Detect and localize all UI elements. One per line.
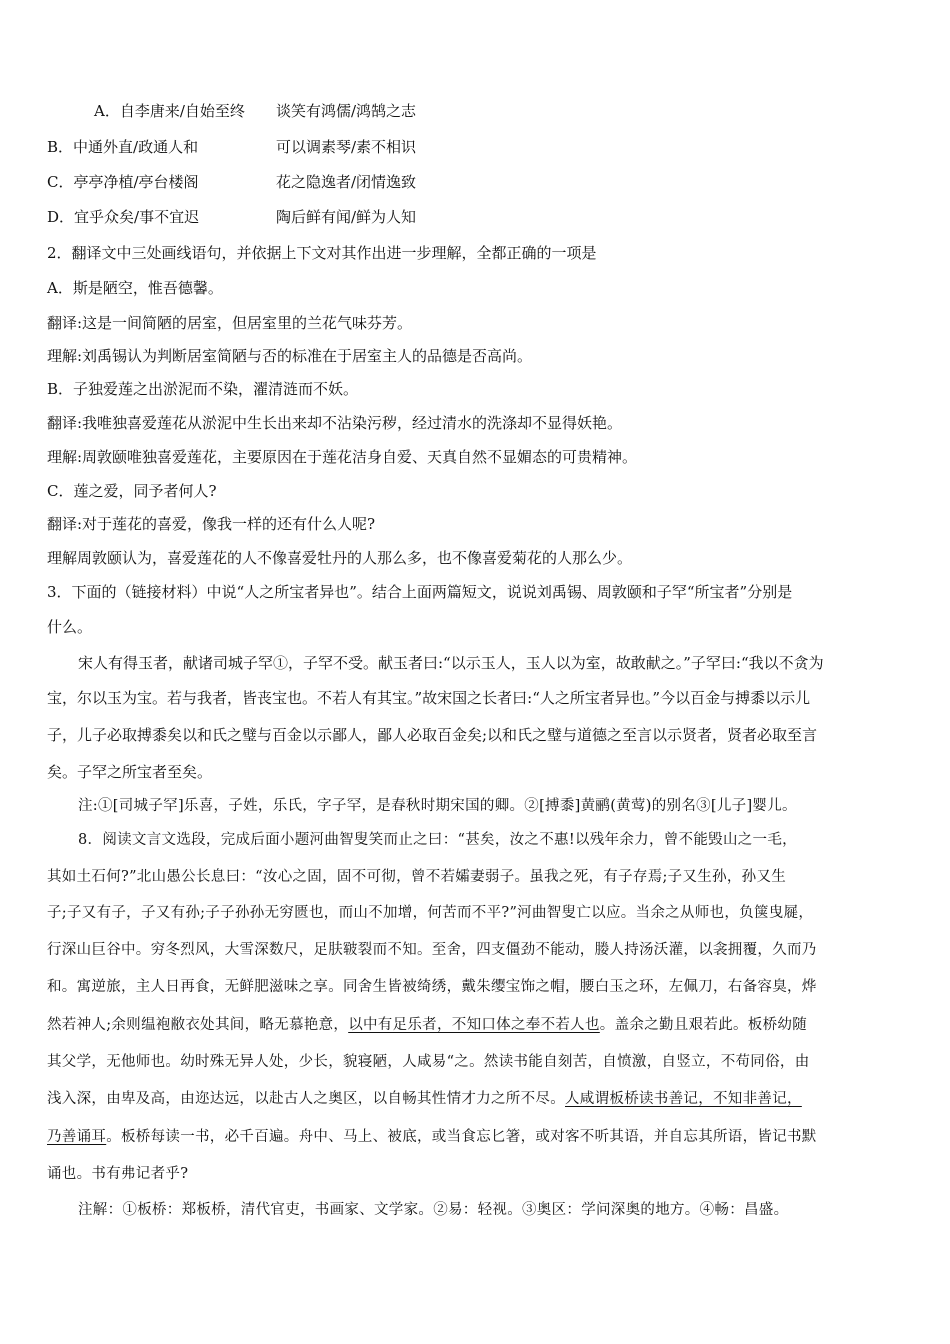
passage-line-6-text-b: 。盖余之勤且艰若此。板桥幼随 xyxy=(599,1017,807,1033)
passage-line-7: 其父学，无他师也。幼时殊无异人处，少长，貌寝陋，人咸易“之。然读书能自刻苦，自愤激，自竖立，不苟同俗，由 xyxy=(47,1054,810,1070)
q2-choice-c-understanding: 理解周敦颐认为，喜爱莲花的人不像喜爱牡丹的人那么多，也不像喜爱菊花的人那么少。 xyxy=(47,549,633,567)
question-2-stem: 2．翻译文中三处画线语句，并依据上下文对其作出进一步理解，全都正确的一项是 xyxy=(47,244,597,262)
passage-line-5: 和。寓逆旅，主人日再食，无鲜肥滋味之享。同舍生皆被绮绣，戴朱缨宝饰之帽，腰白玉之环，左佩刀，右备容臭，烨 xyxy=(47,979,817,995)
option-c-left: C．亭亭净植/亭台楼阁 xyxy=(47,173,199,191)
passage-line-9 xyxy=(47,1127,907,1147)
passage-line-2: 其如土石何?”北山愚公长息曰：“汝心之固，固不可彻，曾不若孀妻弱子。虽我之死，有子存焉;子又生孙，孙又生 xyxy=(47,869,787,885)
link-material-note: 注:①[司城子罕]乐喜，子姓，乐氏，字子罕，是春秋时期宋国的卿。②[搏黍]黄鹂(黄莺)的别名③[儿子]婴儿。 xyxy=(78,798,797,814)
underlined-sentence-2a: 人咸谓板桥读书善记，不知非善记， xyxy=(565,1091,802,1107)
link-material-line-3: 子，儿子必取搏黍矣以和氏之璧与百金以示鄙人，鄙人必取百金矣;以和氏之璧与道德之至言以示贤者，贤者必取至言 xyxy=(47,726,818,744)
passage-line-1: 8．阅读文言文选段，完成后面小题河曲智叟笑而止之曰：“甚矣，汝之不惠!以残年余力，曾不能毁山之一毛， xyxy=(78,832,797,848)
passage-line-10: 诵也。书有弗记者乎? xyxy=(47,1166,189,1182)
option-d-left: D．宜乎众矣/事不宜迟 xyxy=(47,208,200,226)
underlined-sentence-2b: 乃善诵耳 xyxy=(47,1129,107,1145)
passage-note: 注解：①板桥：郑板桥，清代官吏，书画家、文学家。②易：轻视。③奥区：学问深奥的地方。④畅：昌盛。 xyxy=(78,1202,789,1218)
question-3-stem: 3．下面的（链接材料）中说“人之所宝者异也”。结合上面两篇短文，说说刘禹锡、周敦颐和子罕“所宝者”分别是 xyxy=(47,583,793,601)
passage-line-4: 行深山巨谷中。穷冬烈风，大雪深数尺，足肤皲裂而不知。至舍，四支僵劲不能动，媵人持汤沃灌，以衾拥覆，久而乃 xyxy=(47,942,817,958)
passage-line-6 xyxy=(47,1015,907,1035)
option-a-left: A．自李唐来/自始至终 xyxy=(94,102,245,120)
q2-choice-a-translation: 翻译:这是一间简陋的居室，但居室里的兰花气味芬芳。 xyxy=(47,314,413,332)
link-material-line-1: 宋人有得玉者，献诸司城子罕①，子罕不受。献玉者曰:“以示玉人，玉人以为室，故敢献之。”子罕曰:“我以不贪为 xyxy=(78,654,824,672)
option-b-right: 可以调素琴/素不相识 xyxy=(276,138,417,156)
passage-line-6-text-a: 然若神人;余则缊袍敝衣处其间，略无慕艳意， xyxy=(47,1017,349,1033)
passage-line-9-text: 。板桥每读一书，必千百遍。舟中、马上、被底，或当食忘匕箸，或对客不听其语，并自忘其所语，皆记书默 xyxy=(106,1129,817,1145)
q2-choice-b-understanding: 理解:周敦颐唯独喜爱莲花，主要原因在于莲花洁身自爱、天真自然不显媚态的可贵精神。 xyxy=(47,448,638,466)
passage-line-8-text: 浅入深，由卑及高，由迩达远，以赴古人之奥区，以自畅其性情才力之所不尽。 xyxy=(47,1091,565,1107)
option-b-left: B．中通外直/政通人和 xyxy=(47,138,199,156)
q2-choice-c: C．莲之爱，同予者何人? xyxy=(47,482,217,500)
option-a-right: 谈笑有鸿儒/鸿鹄之志 xyxy=(276,102,417,120)
link-material-line-4: 矣。子罕之所宝者至矣。 xyxy=(47,763,213,781)
link-material-line-2: 宝，尔以玉为宝。若与我者，皆丧宝也。不若人有其宝。”故宋国之长者曰:“人之所宝者异也。”今以百金与搏黍以示儿 xyxy=(47,689,811,707)
passage-line-8 xyxy=(47,1089,907,1109)
passage-line-3: 子;子又有子，子又有孙;子子孙孙无穷匮也，而山不加增，何苦而不平?”河曲智叟亡以应。当余之从师也，负箧曳屣， xyxy=(47,905,814,921)
option-d-right: 陶后鲜有闻/鲜为人知 xyxy=(276,208,417,226)
q2-choice-a-understanding: 理解:刘禹锡认为判断居室简陋与否的标准在于居室主人的品德是否高尚。 xyxy=(47,347,533,365)
underlined-sentence-1: 以中有足乐者，不知口体之奉不若人也 xyxy=(348,1017,600,1033)
q2-choice-c-translation: 翻译:对于莲花的喜爱，像我一样的还有什么人呢? xyxy=(47,515,376,533)
q2-choice-a: A．斯是陋空，惟吾德馨。 xyxy=(47,279,223,297)
q2-choice-b-translation: 翻译:我唯独喜爱莲花从淤泥中生长出来却不沾染污秽，经过清水的洗涤却不显得妖艳。 xyxy=(47,414,623,432)
q2-choice-b: B．子独爱莲之出淤泥而不染，濯清涟而不妖。 xyxy=(47,380,359,398)
option-c-right: 花之隐逸者/闭情逸致 xyxy=(276,173,417,191)
question-3-stem-cont: 什么。 xyxy=(47,618,93,636)
